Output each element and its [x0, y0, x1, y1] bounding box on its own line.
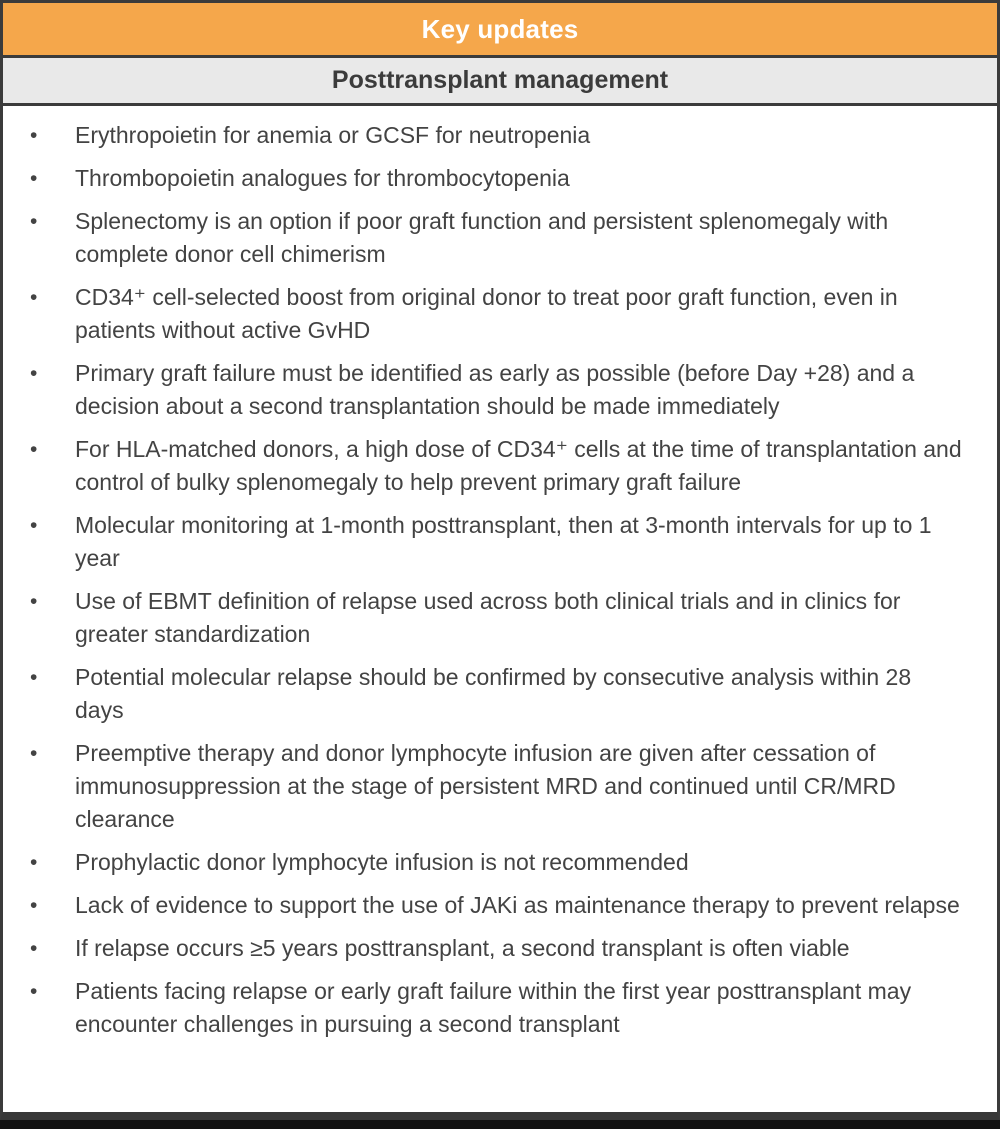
list-item [3, 975, 963, 1041]
list-item [3, 846, 963, 879]
bullet-icon: • [30, 590, 38, 613]
list-item-text: Lack of evidence to support the use of JAKi as maintenance therapy to prevent relapse [75, 892, 960, 918]
list-item-text: Erythropoietin for anemia or GCSF for neutropenia [75, 122, 591, 148]
bullet-icon: • [30, 666, 38, 689]
panel-header [3, 3, 997, 58]
panel-header-title: Key updates [421, 13, 579, 44]
bullet-list [3, 106, 997, 1041]
list-item [3, 162, 963, 195]
list-item [3, 205, 963, 271]
list-item-text: Preemptive therapy and donor lymphocyte infusion are given after cessation of immunosuppression at the stage of persistent MRD and continued until CR/MRD clearance [75, 740, 896, 832]
bullet-icon: • [30, 210, 38, 233]
list-item [3, 932, 963, 965]
list-item [3, 357, 963, 423]
bullet-icon: • [30, 514, 38, 537]
list-item-text: Molecular monitoring at 1-month posttransplant, then at 3-month intervals for up to 1 year [75, 512, 932, 571]
bullet-icon: • [30, 894, 38, 917]
list-item [3, 661, 963, 727]
bullet-icon: • [30, 851, 38, 874]
bullet-icon: • [30, 937, 38, 960]
list-item-text: Primary graft failure must be identified as early as possible (before Day +28) and a decision about a second transplantation should be made immediately [75, 360, 915, 419]
bullet-icon: • [30, 362, 38, 385]
list-item-text: For HLA-matched donors, a high dose of CD34⁺ cells at the time of transplantation and control of bulky splenomegaly to help prevent primary graft failure [75, 436, 962, 495]
list-item-text: CD34⁺ cell-selected boost from original donor to treat poor graft function, even in patients without active GvHD [75, 284, 898, 343]
bottom-shadow-bar [0, 1120, 1000, 1129]
panel-subheader [3, 58, 997, 106]
list-item [3, 119, 963, 152]
bullet-icon: • [30, 286, 38, 309]
bullet-icon: • [30, 124, 38, 147]
list-item-text: Prophylactic donor lymphocyte infusion is not recommended [75, 849, 689, 875]
list-item-text: Splenectomy is an option if poor graft function and persistent splenomegaly with complete donor cell chimerism [75, 208, 889, 267]
bullet-icon: • [30, 742, 38, 765]
bullet-icon: • [30, 438, 38, 461]
list-item [3, 509, 963, 575]
list-item [3, 585, 963, 651]
list-item-text: If relapse occurs ≥5 years posttransplant, a second transplant is often viable [75, 935, 850, 961]
list-item [3, 889, 963, 922]
panel-subheader-title: Posttransplant management [331, 66, 669, 94]
bullet-icon: • [30, 980, 38, 1003]
list-item [3, 281, 963, 347]
list-item-text: Thrombopoietin analogues for thrombocytopenia [75, 165, 570, 191]
list-item-text: Patients facing relapse or early graft failure within the first year posttransplant may encounter challenges in pursuing a second transplant [75, 978, 912, 1037]
list-item-text: Potential molecular relapse should be confirmed by consecutive analysis within 28 days [75, 664, 912, 723]
list-item [3, 737, 963, 836]
bullet-icon: • [30, 167, 38, 190]
list-item-text: Use of EBMT definition of relapse used across both clinical trials and in clinics for greater standardization [75, 588, 901, 647]
list-item [3, 433, 963, 499]
